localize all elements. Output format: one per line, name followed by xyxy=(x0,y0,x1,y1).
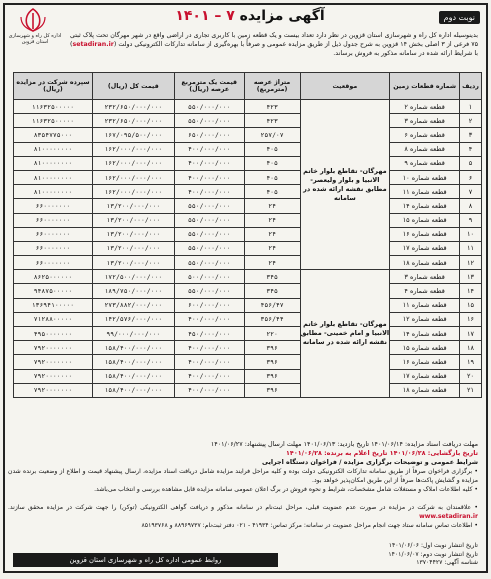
cell-lot-number: قطعه شماره ۱۱ xyxy=(390,185,460,199)
pub-first-date: تاریخ انتشار نوبت اول: ۱۴۰۱/۰۶/۰۶ xyxy=(388,542,478,549)
cell-unit-price: ۶۵۰/۰۰۰/۰۰۰ xyxy=(174,128,244,142)
cell-lot-number: قطعه شماره ۶ xyxy=(390,128,460,142)
cell-deposit: ۸۱۰۰۰۰۰۰۰۰ xyxy=(14,170,93,184)
cell-lot-number: قطعه شماره ۱۸ xyxy=(390,256,460,270)
title-prefix: آگهی مزایده xyxy=(239,8,325,24)
table-row xyxy=(14,312,482,326)
cell-unit-price: ۵۰۰/۰۰۰/۰۰۰ xyxy=(174,270,244,284)
cell-unit-price: ۵۵۰/۰۰۰/۰۰۰ xyxy=(174,227,244,241)
cell-unit-price: ۴۰۰/۰۰۰/۰۰۰ xyxy=(174,142,244,156)
cell-area: ۴۰۵ xyxy=(244,185,300,199)
cell-area: ۲۲۰ xyxy=(244,327,300,341)
cell-unit-price: ۵۵۰/۰۰۰/۰۰۰ xyxy=(174,114,244,128)
cell-deposit: ۶۶۰۰۰۰۰۰۰ xyxy=(14,241,93,255)
publication-info xyxy=(288,542,478,568)
cell-total-price: ۱۳/۲۰۰/۰۰۰/۰۰۰ xyxy=(92,241,174,255)
cell-lot-number: قطعه شماره ۳ xyxy=(390,270,460,284)
dates-line-1: مهلت دریافت اسناد مزایده: ۱۴۰۱/۰۶/۱۴ تاریخ بازدید: ۱۴۰۱/۰۶/۱۳ مهلت ارسال پیشنهاد: ۱۴۰۱/۰۶/۲۷ xyxy=(210,440,478,448)
auction-notice xyxy=(3,3,488,573)
cell-deposit: ۷۹۲۰۰۰۰۰۰۰ xyxy=(14,341,93,355)
table-row xyxy=(14,227,482,241)
cell-unit-price: ۴۰۰/۰۰۰/۰۰۰ xyxy=(174,355,244,369)
cell-deposit: ۶۶۰۰۰۰۰۰۰ xyxy=(14,199,93,213)
cell-row-number: ۱۱ xyxy=(460,241,482,255)
cell-area: ۳۹۶ xyxy=(244,341,300,355)
cell-total-price: ۱۷۲/۵۰۰/۰۰۰/۰۰۰ xyxy=(92,270,174,284)
cell-deposit: ۱۱۶۳۲۵۰۰۰۰۰ xyxy=(14,114,93,128)
cell-deposit: ۱۳۶۹۴۱۰۰۰۰۰ xyxy=(14,298,93,312)
cell-unit-price: ۵۵۰/۰۰۰/۰۰۰ xyxy=(174,241,244,255)
cell-row-number: ۱۲ xyxy=(460,256,482,270)
cell-deposit: ۸۱۰۰۰۰۰۰۰۰ xyxy=(14,156,93,170)
table-row xyxy=(14,213,482,227)
dates-line-2: تاریخ بازگشایی: ۱۴۰۱/۰۶/۲۸ تاریخ اعلام به برنده: ۱۴۰۱/۰۶/۲۸ xyxy=(286,449,478,457)
cell-total-price: ۲۳۲/۶۵۰/۰۰۰/۰۰۰ xyxy=(92,100,174,114)
cell-lot-number: قطعه شماره ۱۴ xyxy=(390,199,460,213)
pub-ad-id: شناسه آگهی: ۱۳۷۰۴۴۲۷ xyxy=(416,559,478,567)
cell-area: ۲۵۷/۰۷ xyxy=(244,128,300,142)
table-row xyxy=(14,199,482,213)
cell-row-number: ۱۸ xyxy=(460,341,482,355)
cell-total-price: ۱۵۸/۴۰۰/۰۰۰/۰۰۰ xyxy=(92,355,174,369)
condition-3 xyxy=(8,504,478,521)
iran-emblem-icon xyxy=(13,7,53,33)
cell-unit-price: ۴۰۰/۰۰۰/۰۰۰ xyxy=(174,383,244,397)
intro-paragraph xyxy=(70,31,478,58)
conditions-heading: شرایط عمومی و توضیحات برگزاری مزایده / فراخوان دستگاه اجرایی xyxy=(262,458,478,466)
cell-unit-price: ۵۵۰/۰۰۰/۰۰۰ xyxy=(174,100,244,114)
cell-unit-price: ۴۰۰/۰۰۰/۰۰۰ xyxy=(174,312,244,326)
table-row xyxy=(14,284,482,298)
cell-unit-price: ۶۰۰/۰۰۰/۰۰۰ xyxy=(174,298,244,312)
cell-deposit: ۸۱۰۰۰۰۰۰۰۰ xyxy=(14,185,93,199)
cell-deposit: ۷۹۲۰۰۰۰۰۰۰ xyxy=(14,355,93,369)
table-row xyxy=(14,355,482,369)
table-row xyxy=(14,156,482,170)
cell-row-number: ۷ xyxy=(460,185,482,199)
page-title xyxy=(155,8,345,24)
cell-lot-number: قطعه شماره ۱۵ xyxy=(390,213,460,227)
table-row xyxy=(14,270,482,284)
cell-row-number: ۲۰ xyxy=(460,369,482,383)
header-area: متراژ عرصه (مترمربع) xyxy=(244,73,300,100)
cell-row-number: ۱۳ xyxy=(460,270,482,284)
table-row xyxy=(14,341,482,355)
cell-row-number: ۱۶ xyxy=(460,312,482,326)
cell-row-number: ۱۵ xyxy=(460,298,482,312)
table-row xyxy=(14,142,482,156)
table-row xyxy=(14,128,482,142)
cell-unit-price: ۴۰۰/۰۰۰/۰۰۰ xyxy=(174,369,244,383)
cell-lot-number: قطعه شماره ۱۸ xyxy=(390,383,460,397)
cell-lot-number: قطعه شماره ۱۲ xyxy=(390,312,460,326)
table-row xyxy=(14,170,482,184)
cell-area: ۴۰۵ xyxy=(244,142,300,156)
footer-banner: روابط عمومی اداره کل راه و شهرسازی استان قزوین xyxy=(13,553,278,567)
header-unit-price: قیمت یک مترمربع عرصه (ریال) xyxy=(174,73,244,100)
cell-row-number: ۸ xyxy=(460,199,482,213)
cell-deposit: ۶۶۰۰۰۰۰۰۰ xyxy=(14,227,93,241)
cell-unit-price: ۴۰۰/۰۰۰/۰۰۰ xyxy=(174,341,244,355)
cell-row-number: ۱ xyxy=(460,100,482,114)
title-number: ۷ – ۱۴۰۱ xyxy=(175,8,235,24)
cell-deposit: ۹۴۸۷۵۰۰۰۰۰ xyxy=(14,284,93,298)
cell-lot-number: قطعه شماره ۴ xyxy=(390,284,460,298)
cell-unit-price: ۴۰۰/۰۰۰/۰۰۰ xyxy=(174,185,244,199)
header-deposit: سپرده شرکت در مزایده (ریال) xyxy=(14,73,93,100)
header-lot-number: شماره قطعات زمین xyxy=(390,73,460,100)
cell-area: ۴۰۵ xyxy=(244,170,300,184)
cell-total-price: ۱۵۸/۴۰۰/۰۰۰/۰۰۰ xyxy=(92,383,174,397)
table-row xyxy=(14,114,482,128)
cell-row-number: ۱۰ xyxy=(460,227,482,241)
cell-unit-price: ۴۰۰/۰۰۰/۰۰۰ xyxy=(174,156,244,170)
cell-total-price: ۱۶۲/۰۰۰/۰۰۰/۰۰۰ xyxy=(92,185,174,199)
cell-unit-price: ۵۵۰/۰۰۰/۰۰۰ xyxy=(174,213,244,227)
cell-unit-price: ۵۵۰/۰۰۰/۰۰۰ xyxy=(174,284,244,298)
cell-row-number: ۶ xyxy=(460,170,482,184)
cell-total-price: ۱۶۲/۰۰۰/۰۰۰/۰۰۰ xyxy=(92,156,174,170)
condition-4: • اطلاعات تماس سامانه ستاد جهت انجام مراحل عضویت در سامانه: مرکز تماس: ۴۱۹۳۴ - ۰۲۱ دفتر ثبت‌نام: ۸۸۹۶۹۷۳۷ و ۸۵۱۹۳۷۶۸ xyxy=(141,522,478,529)
table-row xyxy=(14,241,482,255)
dates-section xyxy=(8,440,478,467)
intro-site-link[interactable]: setadiran.ir xyxy=(72,41,114,48)
cell-total-price: ۱۳/۲۰۰/۰۰۰/۰۰۰ xyxy=(92,227,174,241)
cell-total-price: ۱۶۷/۰۹۵/۵۰۰/۰۰۰ xyxy=(92,128,174,142)
condition-3-text: • علاقمندان به شرکت در مزایده در صورت عدم عضویت قبلی، مراحل ثبت‌نام در سامانه مذکور و دریافت گواهی الکترونیکی (توکن) را جهت شرکت در مزایده محقق سازند. xyxy=(8,504,478,511)
table-row xyxy=(14,383,482,397)
table-row xyxy=(14,256,482,270)
cell-deposit: ۸۶۲۵۰۰۰۰۰۰ xyxy=(14,270,93,284)
cell-area: ۴۲۳ xyxy=(244,114,300,128)
cell-row-number: ۲ xyxy=(460,114,482,128)
cell-lot-number: قطعه شماره ۱۱ xyxy=(390,298,460,312)
cell-area: ۳۹۶ xyxy=(244,355,300,369)
cell-row-number: ۹ xyxy=(460,213,482,227)
header-row-number: ردیف xyxy=(460,73,482,100)
cell-lot-number: قطعه شماره ۱۵ xyxy=(390,341,460,355)
cell-area: ۳۹۶ xyxy=(244,383,300,397)
condition-1: • برگزاری فراخوان صرفاً از طریق سامانه تدارکات الکترونیکی دولت بوده و کلیه مراحل فرایند مزایده شامل دریافت اسناد مزایده، ارسال پیشنهاد قیمت و اطلاع از وضعیت برنده شدن مزایده و گشایش پاکت‌ها صرفاً از این طریق امکان‌پذیر خواهد بود. xyxy=(8,468,478,484)
cell-area: ۴۵۶/۴۷ xyxy=(244,298,300,312)
cell-total-price: ۱۶۲/۰۰۰/۰۰۰/۰۰۰ xyxy=(92,142,174,156)
cell-total-price: ۱۵۸/۴۰۰/۰۰۰/۰۰۰ xyxy=(92,341,174,355)
cell-total-price: ۱۳/۲۰۰/۰۰۰/۰۰۰ xyxy=(92,256,174,270)
cell-lot-number: قطعه شماره ۹ xyxy=(390,156,460,170)
cell-deposit: ۷۱۲۸۸۰۰۰۰۰ xyxy=(14,312,93,326)
cell-lot-number: قطعه شماره ۱۶ xyxy=(390,355,460,369)
cell-total-price: ۱۸۹/۷۵۰/۰۰۰/۰۰۰ xyxy=(92,284,174,298)
cell-unit-price: ۵۵۰/۰۰۰/۰۰۰ xyxy=(174,199,244,213)
table-body xyxy=(14,100,482,398)
cell-area: ۴۰۵ xyxy=(244,156,300,170)
cell-lot-number: قطعه شماره ۱۷ xyxy=(390,241,460,255)
table-header-row xyxy=(14,73,482,100)
notice-badge: نوبت دوم xyxy=(439,11,480,24)
cell-total-price: ۱۳/۲۰۰/۰۰۰/۰۰۰ xyxy=(92,199,174,213)
cell-row-number: ۲۱ xyxy=(460,383,482,397)
cell-area: ۲۴ xyxy=(244,256,300,270)
cell-deposit: ۱۱۶۳۲۵۰۰۰۰۰ xyxy=(14,100,93,114)
table-row xyxy=(14,298,482,312)
cell-total-price: ۲۳۲/۶۵۰/۰۰۰/۰۰۰ xyxy=(92,114,174,128)
cell-deposit: ۸۳۵۴۷۷۵۰۰۰ xyxy=(14,128,93,142)
cell-unit-price: ۴۰۰/۰۰۰/۰۰۰ xyxy=(174,170,244,184)
cell-lot-number: قطعه شماره ۱۰ xyxy=(390,170,460,184)
intro-text: بدینوسیله اداره کل راه و شهرسازی استان قزوین در نظر دارد تعداد بیست و یک قطعه زمین با کاربری تجاری در اراضی واقع در شهر مهرگان تحت پلاک ثبتی ۷۵ فرعی از ۳ اصلی بخش ۱۴ قزوین به شرح جدول ذیل از طریق مزایده عمومی و صرفاً با بهره‌گیری از سامانه تدارکات الکترونیکی دولت ( xyxy=(70,32,478,48)
cell-location: مهرگان- تقاطع بلوار خاتم الانبیا و امام خمینی- مطابق نقشه ارائه شده در سامانه xyxy=(300,270,390,398)
pub-second-date: تاریخ انتشار نوبت دوم: ۱۴۰۱/۰۶/۰۷ xyxy=(388,550,478,558)
cell-location: مهرگان- تقاطع بلوار خاتم الانبیا و بلوار ولیعصر- مطابق نقشه ارائه شده در سامانه xyxy=(300,100,390,270)
cell-deposit: ۴۹۵۰۰۰۰۰۰۰ xyxy=(14,327,93,341)
cell-lot-number: قطعه شماره ۱۷ xyxy=(390,369,460,383)
cell-deposit: ۶۶۰۰۰۰۰۰۰ xyxy=(14,256,93,270)
cell-lot-number: قطعه شماره ۳ xyxy=(390,114,460,128)
intro-tail: ) با شرایط ارائه شده در سامانه مذکور به فروش برساند. xyxy=(70,41,478,57)
cell-area: ۳۴۵ xyxy=(244,270,300,284)
cell-area: ۳۹۶ xyxy=(244,369,300,383)
auction-table xyxy=(13,72,482,398)
cell-total-price: ۱۵۸/۴۰۰/۰۰۰/۰۰۰ xyxy=(92,369,174,383)
cell-lot-number: قطعه شماره ۲ xyxy=(390,100,460,114)
cell-row-number: ۱۴ xyxy=(460,284,482,298)
cell-row-number: ۳ xyxy=(460,128,482,142)
cell-area: ۴۲۳ xyxy=(244,100,300,114)
condition-2: • کلیه اطلاعات املاک و مستغلات شامل مشخصات، شرایط و نحوه فروش در برگ اعلان عمومی سامانه مزایده قابل مشاهده بررسی و انتخاب می‌باشد. xyxy=(94,486,478,493)
cell-total-price: ۱۳/۲۰۰/۰۰۰/۰۰۰ xyxy=(92,213,174,227)
cell-area: ۳۵۶/۴۴ xyxy=(244,312,300,326)
cell-deposit: ۷۹۲۰۰۰۰۰۰۰ xyxy=(14,383,93,397)
cell-unit-price: ۴۵۰/۰۰۰/۰۰۰ xyxy=(174,327,244,341)
cell-lot-number: قطعه شماره ۱۶ xyxy=(390,227,460,241)
table-row xyxy=(14,100,482,114)
header-location: موقعیت xyxy=(300,73,390,100)
cell-area: ۲۴ xyxy=(244,199,300,213)
cell-area: ۲۴ xyxy=(244,213,300,227)
cell-area: ۲۴ xyxy=(244,227,300,241)
cell-lot-number: قطعه شماره ۸ xyxy=(390,142,460,156)
cell-row-number: ۴ xyxy=(460,142,482,156)
cell-deposit: ۷۹۲۰۰۰۰۰۰۰ xyxy=(14,369,93,383)
table-row xyxy=(14,185,482,199)
org-name: اداره کل راه و شهرسازی استان قزوین xyxy=(8,33,62,45)
table-row xyxy=(14,327,482,341)
cell-total-price: ۹۹/۰۰۰/۰۰۰/۰۰۰ xyxy=(92,327,174,341)
cell-row-number: ۱۹ xyxy=(460,355,482,369)
cell-deposit: ۶۶۰۰۰۰۰۰۰ xyxy=(14,213,93,227)
cell-area: ۳۴۵ xyxy=(244,284,300,298)
setad-site-link[interactable]: www.setadiran.ir xyxy=(419,512,478,520)
table-row xyxy=(14,369,482,383)
cell-unit-price: ۵۵۰/۰۰۰/۰۰۰ xyxy=(174,256,244,270)
cell-row-number: ۱۷ xyxy=(460,327,482,341)
cell-lot-number: قطعه شماره ۱۴ xyxy=(390,327,460,341)
cell-area: ۲۴ xyxy=(244,241,300,255)
header-total-price: قیمت کل (ریال) xyxy=(92,73,174,100)
cell-deposit: ۸۱۰۰۰۰۰۰۰۰ xyxy=(14,142,93,156)
cell-total-price: ۱۶۲/۰۰۰/۰۰۰/۰۰۰ xyxy=(92,170,174,184)
cell-total-price: ۲۷۳/۸۸۲/۰۰۰/۰۰۰ xyxy=(92,298,174,312)
cell-total-price: ۱۴۲/۵۷۶/۰۰۰/۰۰۰ xyxy=(92,312,174,326)
cell-row-number: ۵ xyxy=(460,156,482,170)
